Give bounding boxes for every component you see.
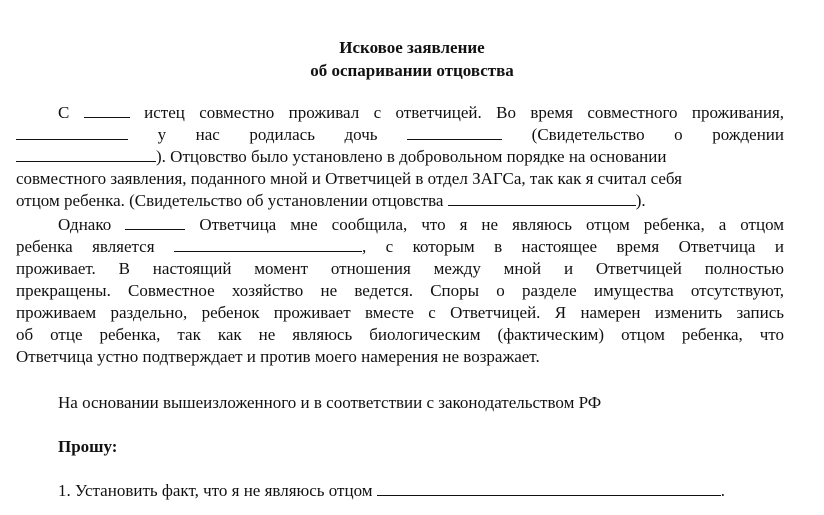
paragraph-2-line-5: [16, 302, 784, 324]
text: Ответчица мне сообщила, что я не являюсь отцом ребенка, а отцом: [199, 215, 785, 234]
paragraph-1-line-1: [16, 102, 784, 124]
document-subtitle: об оспаривании отцовства: [310, 61, 514, 80]
text: у нас родилась дочь: [157, 125, 378, 144]
date-blank: [125, 215, 185, 230]
paragraph-2-line-6: [16, 324, 784, 346]
text: ). Отцовство было установлено в добровольном порядке на основании: [156, 147, 667, 166]
child-name-blank: [377, 481, 721, 496]
request-item-1: [58, 480, 788, 502]
date-blank: [84, 103, 130, 118]
text: прекращены. Совместное хозяйство не ведется. Споры о разделе имущества отсутствуют,: [16, 281, 784, 300]
text: ).: [635, 191, 646, 210]
paragraph-2-line-2: [16, 236, 784, 258]
text: С: [58, 103, 70, 122]
text: истец совместно проживал с ответчицей. Во время совместного проживания,: [144, 103, 785, 122]
text: , с которым в настоящее время Ответчица и: [361, 237, 784, 256]
request-heading: Прошу:: [58, 437, 118, 456]
text: Ответчица устно подтверждает и против моего намерения не возражает.: [16, 347, 540, 366]
paragraph-1-line-5: [16, 190, 784, 212]
text: проживаем раздельно, ребенок проживает вместе с Ответчицей. Я намерен изменить запись: [16, 303, 784, 322]
paragraph-2-line-1: [16, 214, 784, 236]
paragraph-1-line-2: [16, 124, 784, 146]
text: отцом ребенка. (Свидетельство об установлении отцовства: [16, 191, 444, 210]
certificate-blank: [448, 191, 636, 206]
certificate-blank: [16, 147, 156, 162]
document-title: Исковое заявление: [339, 38, 485, 57]
text: .: [720, 481, 725, 500]
paragraph-1-line-4: [16, 168, 784, 190]
date-blank: [16, 125, 128, 140]
name-blank: [407, 125, 502, 140]
paragraph-2-line-4: [16, 280, 784, 302]
text: (Свидетельство о рождении: [531, 125, 784, 144]
basis-text: На основании вышеизложенного и в соответствии с законодательством РФ: [58, 393, 602, 412]
text: проживает. В настоящий момент отношения между мной и Ответчицей полностью: [16, 259, 784, 278]
text: ребенка является: [16, 237, 155, 256]
text: об отце ребенка, так как не являюсь биологическим (фактическим) отцом ребенка, что: [16, 325, 784, 344]
paragraph-1-line-3: [16, 146, 784, 168]
paragraph-2-line-7: [16, 346, 784, 368]
paragraph-2-line-3: [16, 258, 784, 280]
father-name-blank: [174, 237, 362, 252]
text: Однако: [58, 215, 112, 234]
text: 1. Установить факт, что я не являюсь отцом: [58, 481, 373, 500]
text: совместного заявления, поданного мной и Ответчицей в отдел ЗАГСа, так как я считал себя: [16, 169, 682, 188]
